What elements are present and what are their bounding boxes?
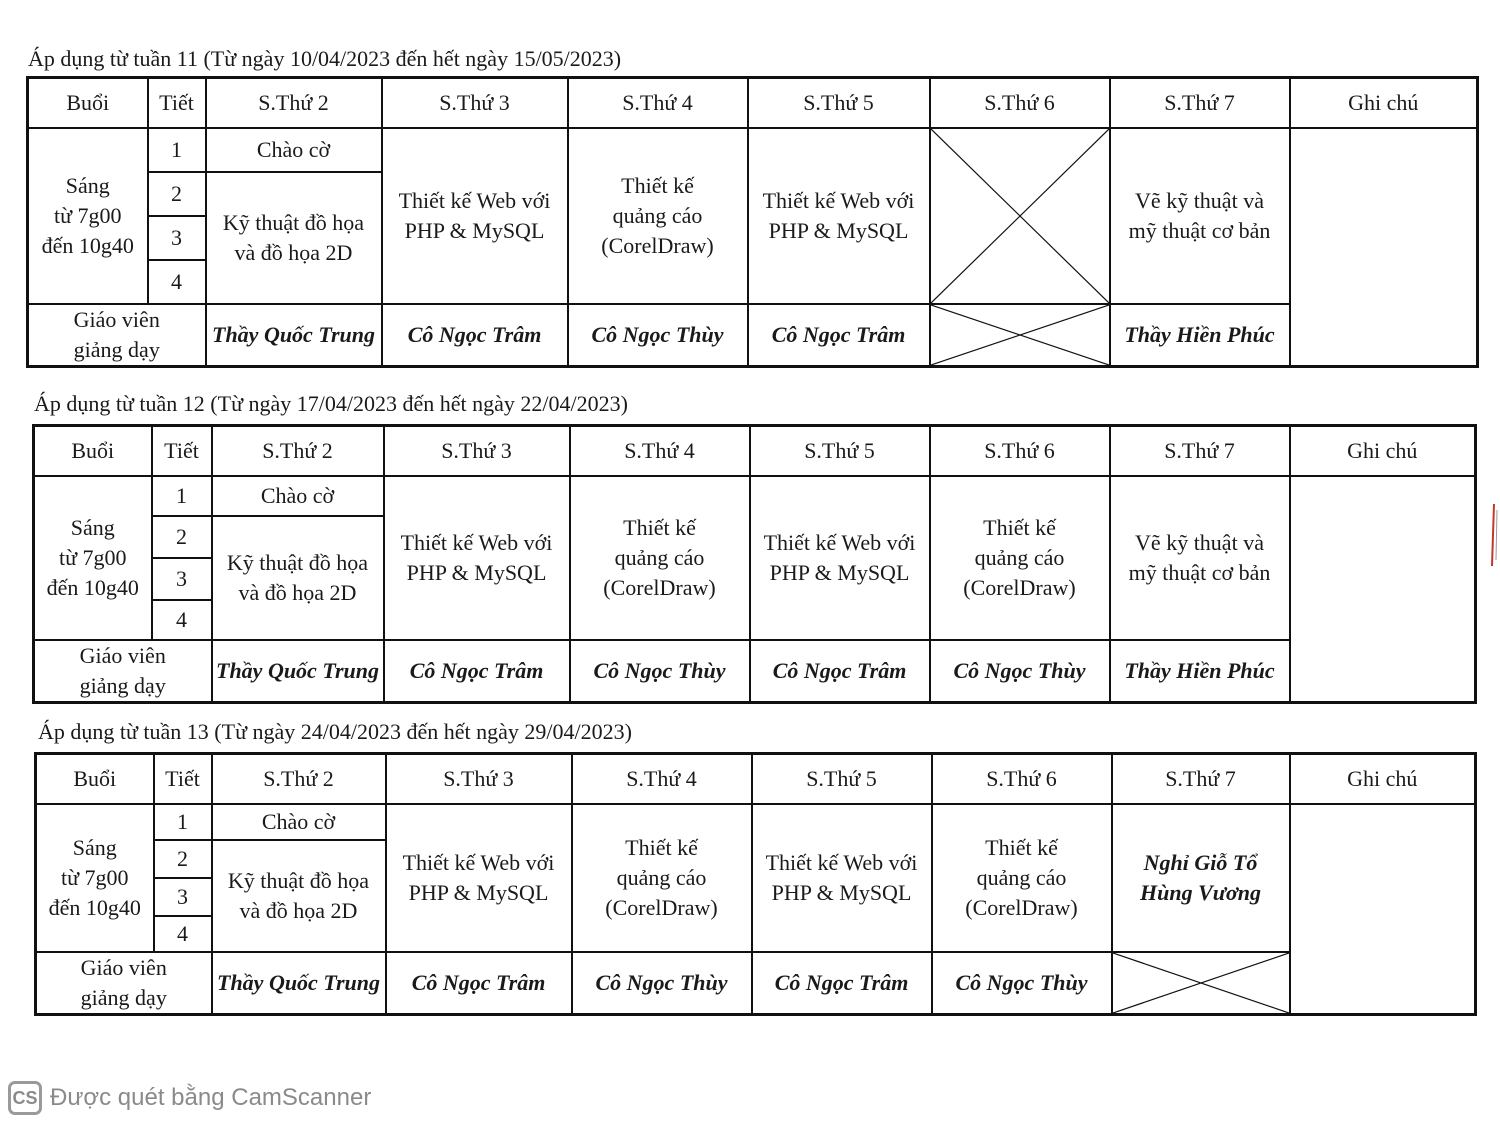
- session-line: từ 7g00: [58, 545, 127, 570]
- week-caption: Áp dụng từ tuần 13 (Từ ngày 24/04/2023 đến hết ngày 29/04/2023): [38, 719, 632, 744]
- header-cell: S.Thứ 6: [930, 426, 1110, 477]
- teacher-cell: Cô Ngọc Thùy: [568, 304, 748, 367]
- camscanner-watermark: [8, 1080, 371, 1116]
- subject-line: Thiết kế: [985, 835, 1058, 860]
- header-cell: S.Thứ 3: [382, 78, 568, 129]
- subject-line: Thiết kế: [983, 515, 1056, 540]
- subject-line: (CorelDraw): [605, 895, 718, 920]
- session-line: Sáng: [65, 173, 110, 198]
- header-cell: S.Thứ 4: [568, 78, 748, 129]
- session-line: Sáng: [70, 515, 115, 540]
- margin-scribble-icon: [1478, 500, 1500, 570]
- subject-line: Thiết kế: [625, 835, 698, 860]
- subject-line: (CorelDraw): [963, 575, 1076, 600]
- teacher-cell: Thầy Quốc Trung: [212, 640, 384, 703]
- subject-line: quảng cáo: [976, 865, 1067, 890]
- holiday-line: Hùng Vương: [1140, 880, 1261, 905]
- header-cell: Buổi: [28, 78, 148, 129]
- flag-ceremony-cell: Chào cờ: [212, 804, 386, 840]
- teacher-label-cell: [28, 304, 206, 367]
- teacher-empty-cross-cell: [1112, 952, 1290, 1015]
- header-cell: S.Thứ 7: [1110, 78, 1290, 129]
- teacher-label-line: giảng dạy: [80, 985, 167, 1010]
- cross-mark-icon: [931, 129, 1109, 303]
- subject-line: và đồ họa 2D: [238, 580, 357, 605]
- schedule-table: [32, 424, 1477, 704]
- teacher-cell: Cô Ngọc Trâm: [750, 640, 930, 703]
- teacher-cell: Cô Ngọc Thùy: [930, 640, 1110, 703]
- subject-line: PHP & MySQL: [404, 218, 545, 243]
- teacher-cell: Thầy Quốc Trung: [206, 304, 382, 367]
- header-cell: Ghi chú: [1290, 754, 1476, 805]
- session-line: từ 7g00: [53, 203, 122, 228]
- period-cell: 3: [154, 878, 212, 916]
- period-cell: 3: [152, 558, 212, 600]
- subject-line: Kỹ thuật đồ họa: [222, 210, 365, 235]
- header-row: [36, 754, 1476, 805]
- note-cell: [1290, 476, 1476, 703]
- subject-line: Thiết kế Web với: [402, 850, 555, 875]
- mon-subject-cell: [212, 840, 386, 952]
- header-cell: S.Thứ 5: [748, 78, 930, 129]
- header-row: [28, 78, 1478, 129]
- teacher-empty-cross-cell: [930, 304, 1110, 367]
- subject-line: PHP & MySQL: [768, 218, 909, 243]
- mon-subject-cell: [206, 172, 382, 304]
- header-cell: Tiết: [152, 426, 212, 477]
- subject-line: PHP & MySQL: [406, 560, 547, 585]
- teacher-cell: Thầy Hiền Phúc: [1110, 304, 1290, 367]
- subject-line: quảng cáo: [974, 545, 1065, 570]
- header-cell: S.Thứ 6: [930, 78, 1110, 129]
- teacher-cell: Cô Ngọc Thùy: [570, 640, 750, 703]
- header-cell: Ghi chú: [1290, 426, 1476, 477]
- camscanner-logo-icon: CS: [8, 1081, 42, 1115]
- subject-line: Vẽ kỹ thuật và: [1135, 188, 1264, 213]
- flag-ceremony-cell: Chào cờ: [206, 128, 382, 172]
- thu-subject-cell: [748, 128, 930, 304]
- sat-subject-cell: [1110, 476, 1290, 640]
- subject-line: (CorelDraw): [603, 575, 716, 600]
- session-cell: [28, 128, 148, 304]
- session-line: đến 10g40: [48, 895, 141, 920]
- cross-mark-icon: [1113, 953, 1289, 1013]
- teacher-cell: Thầy Quốc Trung: [212, 952, 386, 1015]
- teacher-label-line: Giáo viên: [73, 307, 160, 332]
- teacher-cell: Cô Ngọc Trâm: [386, 952, 572, 1015]
- tue-subject-cell: [382, 128, 568, 304]
- note-cell: [1290, 128, 1478, 367]
- cross-mark-icon: [931, 305, 1109, 365]
- session-line: Sáng: [72, 835, 117, 860]
- session-line: đến 10g40: [41, 233, 134, 258]
- fri-subject-cell: [930, 476, 1110, 640]
- header-cell: S.Thứ 4: [572, 754, 752, 805]
- header-cell: S.Thứ 4: [570, 426, 750, 477]
- teacher-label-line: giảng dạy: [79, 673, 166, 698]
- teacher-label-cell: [36, 952, 212, 1015]
- subject-line: Thiết kế Web với: [762, 188, 915, 213]
- subject-line: PHP & MySQL: [771, 880, 912, 905]
- teacher-cell: Cô Ngọc Trâm: [384, 640, 570, 703]
- subject-line: quảng cáo: [612, 203, 703, 228]
- session-line: đến 10g40: [46, 575, 139, 600]
- teacher-label-line: Giáo viên: [80, 955, 167, 980]
- week-caption: Áp dụng từ tuần 11 (Từ ngày 10/04/2023 đến hết ngày 15/05/2023): [28, 46, 622, 71]
- header-cell: S.Thứ 5: [752, 754, 932, 805]
- header-cell: S.Thứ 7: [1112, 754, 1290, 805]
- period-cell: 3: [148, 216, 206, 260]
- week-caption: Áp dụng từ tuần 12 (Từ ngày 17/04/2023 đến hết ngày 22/04/2023): [34, 391, 628, 416]
- fri-subject-cell: [932, 804, 1112, 952]
- teacher-cell: Cô Ngọc Trâm: [748, 304, 930, 367]
- teacher-cell: Cô Ngọc Trâm: [752, 952, 932, 1015]
- header-cell: S.Thứ 2: [212, 426, 384, 477]
- period-cell: 4: [148, 260, 206, 304]
- subject-line: Thiết kế Web với: [400, 530, 553, 555]
- header-cell: Buổi: [36, 754, 154, 805]
- schedule-table: [26, 76, 1479, 368]
- header-cell: S.Thứ 7: [1110, 426, 1290, 477]
- schedule-table: [34, 752, 1477, 1016]
- subject-line: Vẽ kỹ thuật và: [1135, 530, 1264, 555]
- teacher-cell: Cô Ngọc Trâm: [382, 304, 568, 367]
- wed-subject-cell: [570, 476, 750, 640]
- subject-line: quảng cáo: [614, 545, 705, 570]
- tue-subject-cell: [384, 476, 570, 640]
- note-cell: [1290, 804, 1476, 1015]
- header-cell: S.Thứ 2: [212, 754, 386, 805]
- period-cell: 4: [152, 600, 212, 640]
- header-row: [34, 426, 1476, 477]
- sat-holiday-cell: [1112, 804, 1290, 952]
- subject-line: Thiết kế: [623, 515, 696, 540]
- subject-line: PHP & MySQL: [769, 560, 910, 585]
- wed-subject-cell: [568, 128, 748, 304]
- header-cell: S.Thứ 6: [932, 754, 1112, 805]
- subject-line: mỹ thuật cơ bản: [1128, 560, 1271, 585]
- tue-subject-cell: [386, 804, 572, 952]
- session-line: từ 7g00: [60, 865, 129, 890]
- header-cell: Tiết: [148, 78, 206, 129]
- period-cell: 2: [148, 172, 206, 216]
- period-cell: 4: [154, 916, 212, 952]
- subject-line: Thiết kế: [621, 173, 694, 198]
- period-cell: 1: [148, 128, 206, 172]
- teacher-label-line: Giáo viên: [79, 643, 166, 668]
- sat-subject-cell: [1110, 128, 1290, 304]
- header-cell: Tiết: [154, 754, 212, 805]
- subject-line: PHP & MySQL: [408, 880, 549, 905]
- fri-empty-cross-cell: [930, 128, 1110, 304]
- teacher-label-line: giảng dạy: [73, 337, 160, 362]
- session-cell: [34, 476, 152, 640]
- teacher-label-cell: [34, 640, 212, 703]
- subject-line: Thiết kế Web với: [765, 850, 918, 875]
- subject-line: Thiết kế Web với: [398, 188, 551, 213]
- subject-line: Kỹ thuật đồ họa: [226, 550, 369, 575]
- header-cell: S.Thứ 3: [386, 754, 572, 805]
- subject-line: (CorelDraw): [601, 233, 714, 258]
- period-cell: 2: [152, 516, 212, 558]
- thu-subject-cell: [752, 804, 932, 952]
- subject-line: Kỹ thuật đồ họa: [227, 868, 370, 893]
- header-cell: Buổi: [34, 426, 152, 477]
- session-cell: [36, 804, 154, 952]
- teacher-cell: Cô Ngọc Thùy: [572, 952, 752, 1015]
- header-cell: S.Thứ 2: [206, 78, 382, 129]
- teacher-cell: Cô Ngọc Thùy: [932, 952, 1112, 1015]
- period-cell: 2: [154, 840, 212, 878]
- holiday-line: Nghỉ Giỗ Tổ: [1143, 850, 1258, 875]
- subject-line: Thiết kế Web với: [763, 530, 916, 555]
- subject-line: mỹ thuật cơ bản: [1128, 218, 1271, 243]
- period-cell: 1: [152, 476, 212, 516]
- header-cell: S.Thứ 3: [384, 426, 570, 477]
- header-cell: S.Thứ 5: [750, 426, 930, 477]
- flag-ceremony-cell: Chào cờ: [212, 476, 384, 516]
- watermark-text: Được quét bằng CamScanner: [50, 1084, 372, 1111]
- subject-line: quảng cáo: [616, 865, 707, 890]
- wed-subject-cell: [572, 804, 752, 952]
- teacher-cell: Thầy Hiền Phúc: [1110, 640, 1290, 703]
- mon-subject-cell: [212, 516, 384, 640]
- subject-line: (CorelDraw): [965, 895, 1078, 920]
- subject-line: và đồ họa 2D: [239, 898, 358, 923]
- subject-line: và đồ họa 2D: [234, 240, 353, 265]
- header-cell: Ghi chú: [1290, 78, 1478, 129]
- period-cell: 1: [154, 804, 212, 840]
- thu-subject-cell: [750, 476, 930, 640]
